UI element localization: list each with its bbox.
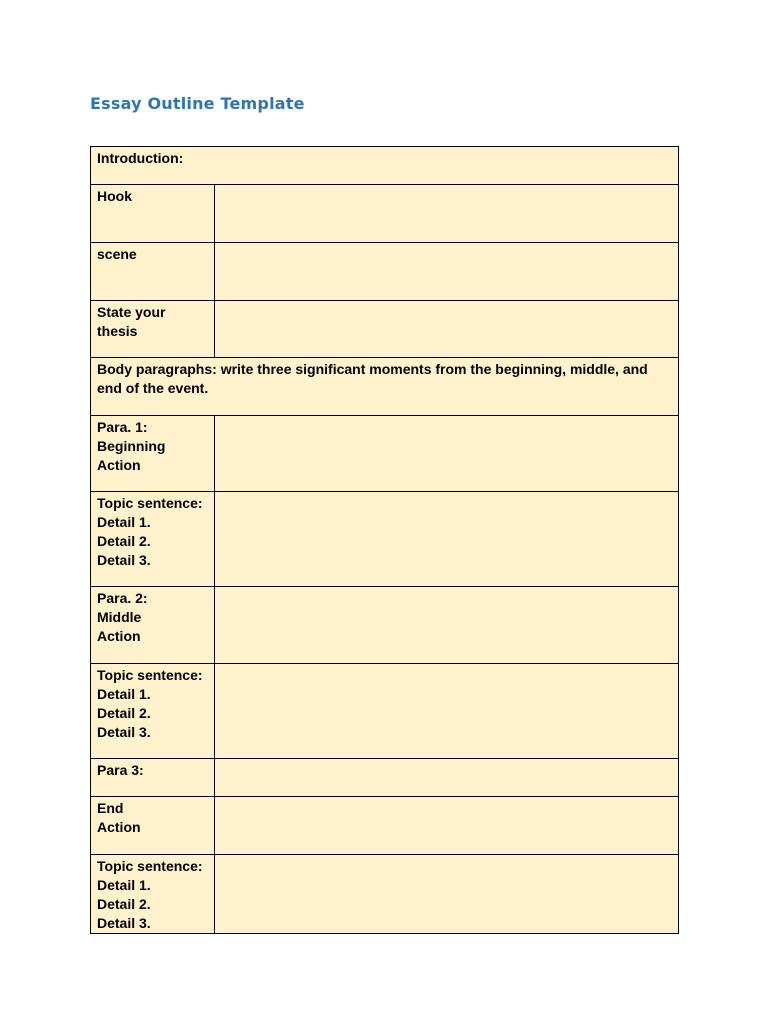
thesis-entry-cell[interactable] <box>215 301 679 358</box>
essay-outline-table <box>90 146 679 934</box>
para1-topic-label: Topic sentence: Detail 1. Detail 2. Detail 3. <box>91 492 215 587</box>
document-title: Essay Outline Template <box>90 94 305 113</box>
table-row <box>91 492 679 587</box>
para3-topic-entry-cell[interactable] <box>215 855 679 934</box>
table-row <box>91 301 679 358</box>
scene-entry-cell[interactable] <box>215 243 679 301</box>
para3-topic-label: Topic sentence: Detail 1. Detail 2. Detail 3. <box>91 855 215 934</box>
para2-entry-cell[interactable] <box>215 587 679 664</box>
table-row <box>91 664 679 759</box>
table-row <box>91 587 679 664</box>
para2-topic-label: Topic sentence: Detail 1. Detail 2. Detail 3. <box>91 664 215 759</box>
para1-topic-entry-cell[interactable] <box>215 492 679 587</box>
table-row <box>91 416 679 492</box>
table-row <box>91 358 679 416</box>
para3-label: Para 3: <box>91 759 215 797</box>
end-action-label: End Action <box>91 797 215 855</box>
para1-label: Para. 1: Beginning Action <box>91 416 215 492</box>
para2-label: Para. 2: Middle Action <box>91 587 215 664</box>
thesis-label: State your thesis <box>91 301 215 358</box>
hook-label: Hook <box>91 185 215 243</box>
body-paragraphs-label: Body paragraphs: write three significant moments from the beginning, middle, and end of the event. <box>91 358 679 416</box>
table-row <box>91 243 679 301</box>
table-row <box>91 759 679 797</box>
para1-entry-cell[interactable] <box>215 416 679 492</box>
table-row <box>91 855 679 934</box>
para3-entry-cell[interactable] <box>215 759 679 797</box>
table-row <box>91 147 679 185</box>
end-action-entry-cell[interactable] <box>215 797 679 855</box>
introduction-label: Introduction: <box>91 147 679 185</box>
scene-label: scene <box>91 243 215 301</box>
para2-topic-entry-cell[interactable] <box>215 664 679 759</box>
table-row <box>91 797 679 855</box>
table-row <box>91 185 679 243</box>
hook-entry-cell[interactable] <box>215 185 679 243</box>
